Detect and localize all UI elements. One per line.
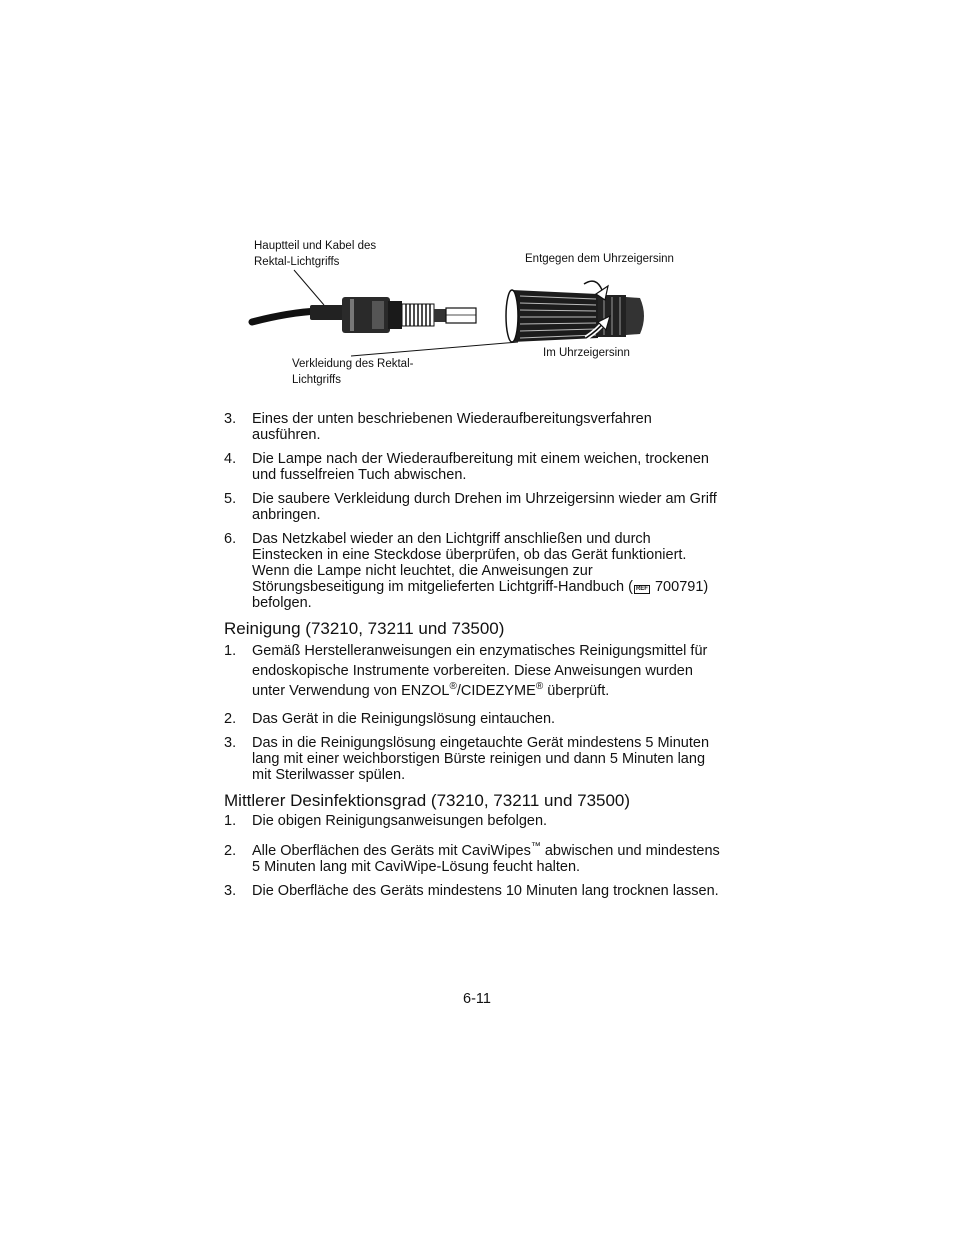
list-item: 3. Eines der unten beschriebenen Wiederaufbereitungsverfahren ausführen. [224,411,652,443]
list-item: 4. Die Lampe nach der Wiederaufbereitung mit einem weichen, trockenen und fusselfreien Tuch abwischen. [224,451,709,483]
list-item: 6. Das Netzkabel wieder an den Lichtgriff anschließen und durch Einstecken in eine Steckdose überprüfen, ob das Gerät funktioniert. Wenn die Lampe nicht leuchtet, die Anweisungen zur Störungsbeseitigung im mitgelieferten Lichtgriff-Handbuch ( REF 700791) befolgen. [224,531,709,611]
reprocessing-steps [224,411,724,611]
list-item: 5. Die saubere Verkleidung durch Drehen im Uhrzeigersinn wieder am Griff anbringen. [224,491,717,523]
list-item: 2. Alle Oberflächen des Geräts mit CaviWipes™ abwischen und mindestens 5 Minuten lang mit CaviWipe-Lösung feucht halten. [224,841,720,875]
cleaning-heading: Reinigung (73210, 73211 und 73500) [224,619,505,638]
ref-symbol-icon: REF [635,586,648,592]
page-number: 6-11 [463,991,491,1007]
instructions-body [224,411,724,907]
list-item: 1. Die obigen Reinigungsanweisungen befolgen. [224,813,548,829]
figure-handle-and-sheath [0,0,954,400]
list-item: 1. Gemäß Herstelleranweisungen ein enzymatisches Reinigungsmittel für endoskopische Instrumente vorbereiten. Diese Anweisungen wurden unter Verwendung von ENZOL®/CIDEZYME® überprüft. [224,643,708,699]
caption-sheath: Verkleidung des Rektal- Lichtgriffs [292,358,414,386]
caption-counterclockwise: Entgegen dem Uhrzeigersinn [525,253,674,265]
disinfection-heading: Mittlerer Desinfektionsgrad (73210, 73211 und 73500) [224,791,631,810]
list-item: 2. Das Gerät in die Reinigungslösung eintauchen. [224,711,556,727]
list-item: 3. Die Oberfläche des Geräts mindestens 10 Minuten lang trocknen lassen. [224,883,719,899]
cleaning-steps [224,641,724,783]
caption-main-body: Hauptteil und Kabel des Rektal-Lichtgriffs [254,240,377,268]
handle-sheath-illustration [0,0,954,400]
list-item: 3. Das in die Reinigungslösung eingetauchte Gerät mindestens 5 Minuten lang mit einer weichborstigen Bürste reinigen und dann 5 Minuten lang mit Sterilwasser spülen. [224,735,710,783]
caption-clockwise: Im Uhrzeigersinn [543,347,630,359]
disinfection-steps [224,813,724,899]
